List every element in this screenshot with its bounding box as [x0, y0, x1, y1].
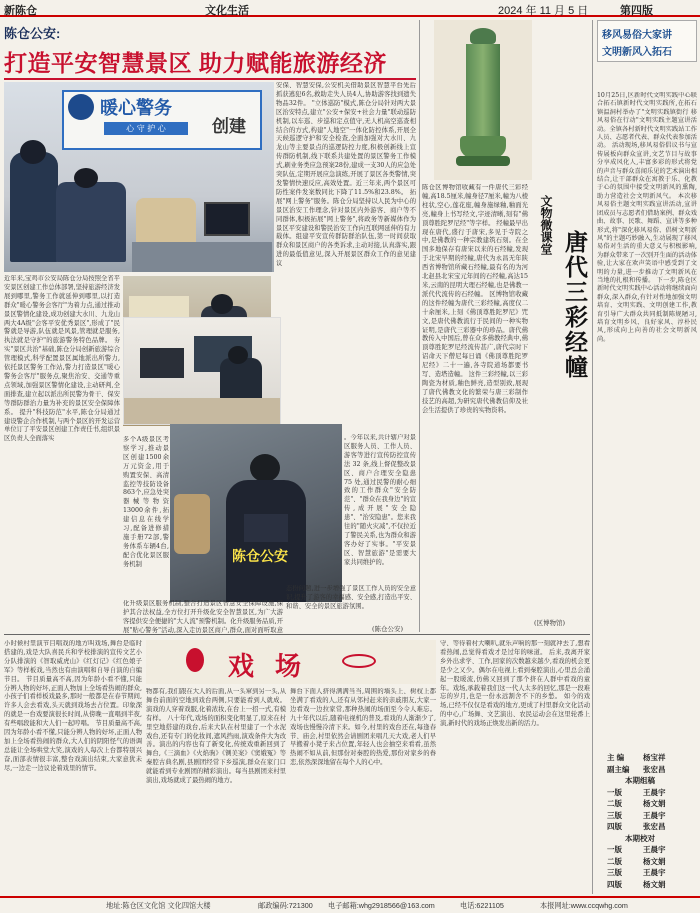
masthead-row: 主 编 杨宝祥: [607, 753, 666, 762]
drama-title-box: [146, 640, 436, 684]
issue-date: 2024 年 11 月 5 日: [498, 5, 589, 17]
relic-body: 陈仓区博物馆收藏有一件唐代三彩经幢,高18.5厘米,幢身径7厘米,幢为八棱柱状,空心,莲花座,幢身施绿釉,釉面光亮,幢身上书写经文,字迹清晰,刻有"佛顶尊胜陀罗尼经"等字样。 经幢最早出现在唐代,盛行于唐宋,多见于寺院之中,是佛教的一种宗教建筑石刻。在全国多地保存有唐宋以来的石经幢,发现于北宋早期的经幢,唐代为永昌无年陕西省博物馆所藏石经幢,最有名的为河北赵县北宋宝元年间的石经幢,高达15米,云南的昆明大理石经幢,也是佛教一派代代流传的石经幢。 区博物馆收藏的这件经幢为唐代三彩经幢,高度仅二十余厘米,上刻《佛顶尊胜陀罗尼》咒文,是唐代佛教流行于民间的一种实物证明,是唐代三彩器中的珍品。唐代佛教传入中国后,曾在众多佛教经典中,佛顶尊胜陀罗尼经流传甚广,唐代宗时下诏命天下僧尼每日诵《佛顶尊胜陀罗尼经》二十一遍,各寺院道场都要书写、造塔造幢。 这件三彩经幢,以三彩陶瓷为材质,釉色鲜亮,造型别致,展现了唐代佛教文化的繁荣与唐三彩制作技艺的高超,为研究唐代佛教信仰及社会生活提供了珍贵的实物资料。: [422, 184, 528, 414]
paper-name: 新陈仓: [4, 5, 37, 17]
page-footer: [0, 896, 700, 913]
police-booth-photo: [4, 82, 274, 272]
page-number: 第四版: [620, 5, 653, 17]
right-title-box: [597, 20, 697, 62]
lead-body-col4: 多个A级景区考察学习,推动景区创建1500余万元资金,用于购置安保、高清监控等技防设备863个,应急处突器械等物资13000余件,拓建信息在线学习,配备进修措施手册72部,警务体系车辆4台,配合优化景区服务机制: [123, 436, 169, 568]
drama-body-col3: 舞台下面人挤得满满当当,周围的墙头上、树杈上都坐满了看戏的人,还有从邻村赶来的亲戚朋友,大家一边看戏一边拉家常,那种热闹的场面至今令人难忘。 九十年代以后,随着电视机的普及,看戏的人渐渐少了,戏场也慢慢冷清下来。如今,村里的戏台还在,每逢春节、庙会,村里依然会请剧团来唱几天大戏,老人们早早搬着小凳子来占位置,年轻人也会抽空来看看,虽然热闹不如从前,但那份对秦腔的热爱,那份对家乡的眷恋,依然深深地留在每个人的心中。: [290, 688, 436, 767]
right-body: 10月25日,区新时代文明实践中心联合拓石镇新时代文明实践所,在拓石镇温洞村举办了"文明实践镇街行 移风易俗在行动"文明实践主题宣讲活动。全镇各村新时代文明实践站工作人员、志愿者代表、群众代表参加活动。 活动现场,移风易俗倡议书与宣传展板向群众宣讲,文艺节目与故事分享成风化人,丰富多彩的形式将党的声音与群众喜闻乐见的艺术演出相结合,让干部群众在寓教于乐、化教于心的氛围中接受文明新风的熏陶,助力营造社会文明新风气。 本次移风易俗主题文明实践宣讲活动,宣讲团成员与志愿者们借助案例、群众戏曲、故事、民歌、舞蹈、宣讲等多种形式,将"深化移风易俗、倡树文明新风"的主题巧妙融入,生动展现了移风易俗对生活的重大意义与积极影响,为群众带来了一次别开生面的活动体验,让大家在欢声笑语中感受到了文明的力量,进一步推动了文明新风在当地的扎根和传播。 下一步,陈仓区新时代文明实践中心活动将继续面向群众,深入群众,有针对性地加强文明培育、文明实践、文明创建工作,教育引导广大群众共同抵制陈规陋习,培育文明乡风、良好家风、淳朴民风,形成向上向善的社会文明新风尚。: [597, 92, 697, 343]
footer-address: 地址:陈仓区文化馆 文化四馆大楼: [106, 901, 211, 910]
lead-headline: 打造平安智慧景区 助力赋能旅游经济: [4, 50, 387, 76]
masthead: [607, 752, 697, 890]
relic-photo: [434, 20, 532, 180]
lead-kicker: 陈仓公安:: [4, 26, 61, 41]
masthead-row: 副主编 张宏昌: [607, 764, 666, 774]
lead-byline: (陈仓公安): [372, 625, 404, 633]
footer-zip: 邮政编码:721300: [258, 901, 313, 910]
masthead-row: 二版 杨文娟: [607, 856, 666, 866]
monitoring-room-photo: [123, 317, 281, 425]
masthead-row: 一版 王晨宇: [607, 845, 666, 854]
lantern-icon: [186, 648, 204, 672]
police-back-photo: [170, 424, 342, 602]
masthead-row: 本期校对: [625, 833, 655, 843]
drama-body-col1: 小时候村里演节目唱戏的地方叫戏场,舞台是临时搭建的,戏是大队喜民兵和学校排演的宣传文艺小分队排演的《智取威虎山》《红灯记》《红色娘子军》等样板戏,当然也有由演唱和自导自演的自编节目。 节目质量高不高,因为年龄小看不懂,只能分辨人物的好坏,正面人物加上全场看热闹的群众,小孩子们看样板戏最多,那时一般都是在春节期间,许多人会去看戏,头天就到戏场去占位置。印象深的就是一台戏要演很长时间,从傍晚一直唱到半夜,有些唱段能和大人们一起哼唱。 节目质量高不高,因为年龄小看不懂,只能分辨人物的好坏,正面人物加上全场看热闹的群众,大人们的阴阳怪气的语调总能让全场哄堂大笑,演戏的人每次上台都特别兴奋,面部表情很丰富,整台戏演出结束,大家意犹未尽,一边走一边议论着戏里的情节。: [4, 640, 142, 772]
lead-body-col2: 安保、智慧安保,公安机关借助景区智慧平台先后抓获逃犯6名,救助走失人员4人,协助游客找到遗失物品32件。 "立体巡防"模式,陈仓分局针对两大景区治安特点,建立"公安+保安+社会力量"联动巡防机制,以车巡、步巡和定点值守,无人机高空巡查相结合的方式,构建"人地空"一体化防控体系,开展全天候巡逻守护和安全检查,全面加强对大水川、九龙山等主要景点的巡逻防控力度,积极创新线上宣传群防机制,线下联系共建处置的景区警务工作模式,刷业务类应急预案28份,建成一支30人的应急处突队伍,定期开展应急演练,开展了景区各类警情,突发警情快速反应,高效处置。近三年来,两个景区可防性案件发案数同比下降了11.5%和23.8%。 拓展"网上警务"服务。陈仓分局坚持以人民为中心的景区治安工作理念,针对景区内外游客、商户等不同群体,积极拓展"网上警务",将政务等新媒体作为景区平安建设和警民治安工作向互联网延伸的有力载体。组建平安宣传群防群治队伍,第一时间获取群众和景区商户的各类诉求,主动对接,认真落实,跟进的最低值意见,深入开展景区群众工作的意见建议: [276, 82, 416, 268]
drama-title: 戏 场: [228, 652, 308, 682]
masthead-row: 二版 杨文娟: [607, 799, 666, 808]
masthead-row: 四版 杨文娟: [607, 879, 666, 889]
ribbon-icon: [342, 654, 376, 668]
booth-banner-text: 暖心警务: [100, 98, 172, 118]
drama-body-col4: 守、等待着村大喇叭,就乐声响的那一刻就冲去了,想看看热闹,总觉得看戏才是过年的味道。 后来,我离开家乡外出求学、工作,回家的次数越来越少,看戏的机会更是少之又少。偶尔在电视上看到秦腔演出,心里总会涌起一股暖流,仿佛又回到了那个挤在人群中看戏的童年。戏场,承载着我们这一代人太多的回忆,那是一段难忘的岁月,也是一份永远割舍不下的乡愁。 如今的戏场,已经不仅仅是看戏的地方,更成了村里群众文化活动的中心,广场舞、文艺演出、农民运动会在这里轮番上演,新时代的戏场正焕发出新的活力。: [440, 640, 590, 728]
booth-banner-sub: 心 守 护 心: [104, 122, 188, 135]
masthead-row: 一版 王晨宇: [607, 787, 666, 797]
booth-banner-right: 创建: [212, 117, 246, 136]
masthead-row: 四版 张宏昌: [607, 822, 666, 831]
page-header: [0, 0, 700, 17]
lead-body-bottom: 化升级景区服务机制,整合打造景区智慧安全保障设施,保护其合法权益,全方位打开升级化安全智慧景区,为广大游客提供安全便捷的"大人流"预警机制。化升级服务品质,开展"贴心警务"活动,深入走访景区商户,群众,面对面听取意: [123, 600, 283, 634]
masthead-row: 三版 王晨宇: [607, 868, 666, 877]
drama-body-col2: 物都有,我们跟在大人的后面,从一头窜到另一头,从舞台前面的空地到戏台两侧,只要能看到人就成。演戏的人穿着戏服,化着浓妆,在台上一招一式,有模有样。 八十年代,戏场的面积变化明显了,原来在村里空地搭建的戏台,后来大队在村里建了一个水泥戏台,还有专门的化妆间,遮风挡雨,演戏条件大为改善。演出的内容也有了新变化,传统戏重新回到了舞台,《三滴血》《火焰驹》《铡美案》《窦娥冤》等秦腔古典名剧,县剧团经常下乡巡演,群众在家门口就能看到专业剧团的精彩演出。每当县剧团来村里演出,戏场就成了最热闹的地方。: [146, 688, 286, 785]
section-name: 文化生活: [205, 5, 249, 17]
footer-phone: 电话:6221105: [460, 901, 504, 910]
right-title-line1: 移风易俗大家讲: [602, 30, 672, 41]
footer-site: 本报网址:www.ccqwhg.com: [540, 901, 628, 910]
right-title-line2: 文明新风入拓石: [602, 47, 672, 58]
masthead-row: 三版 王晨宇: [607, 810, 666, 820]
relic-kicker: 文物微课堂: [539, 195, 553, 255]
footer-email: 电子邮箱:whg2918566@163.com: [328, 901, 435, 910]
relic-byline: (区博物馆): [534, 619, 566, 627]
police-sign-text: 陈仓公安: [232, 548, 288, 564]
masthead-row: 本期组稿: [625, 776, 655, 785]
lead-body-col1: 近年来,宝鸡市公安局陈仓分局按照全省平安景区创建工作总体部署,坚持旅游经济发展到哪里,警务工作就延伸到哪里,以打造群众"暖心警务会客厅"为着力点,通过推动景区警情化建设,成功创建大水川、九龙山两大4A级"会客平安优秀景区",形成了"民警就是导游,队伍就是风景,管理就是服务,执法就是守护"的旅游警务特色品牌。 夯实"景区共治"基础,陈仓分局创新旅游综合管理模式,科学配置景区属地派出所警力,依托景区警务工作站,警力打造景区"暖心警务会客厅"服务点,聚焦治安、交通等重点领域,加强景区警情化建设,主动研判,全面排查,建立起以派出所民警为骨干、保安等群防群治力量为补充的景区安全保障体系。 提升"科技防范"水平,陈仓分局通过建设警企合作机制,与两个景区的开发运营单位订了平安景区创建工作责任书,组织景区负责人全面落实: [4, 275, 120, 443]
relic-title: 唐代三彩经幢: [561, 230, 588, 380]
lead-body-col3: 。今年以来,共计辖户对景区服务人员、工作人员、游客等进行宣传防控宣传法 32 条,线上督促整改景区、商户合理安全隐患 75 处,通过民警的耐心细致的工作群众"安全防范"、"群众在我身边"的宣传,成开展"安全隐患"、"治安隐患"。您来我往的"随火灾减",不仅拉近了警民关系,也为群众和游客办好了实事。"平安景区、智慧旅游"是需要大家共同维护的。: [344, 434, 416, 566]
lead-body-bottom2: 态扮问题,进一步增强了景区工作人员的安全意识,提升了游客的幸福感、安全感,打造出平安、和谐、安全的景区旅游氛围。: [286, 585, 416, 610]
